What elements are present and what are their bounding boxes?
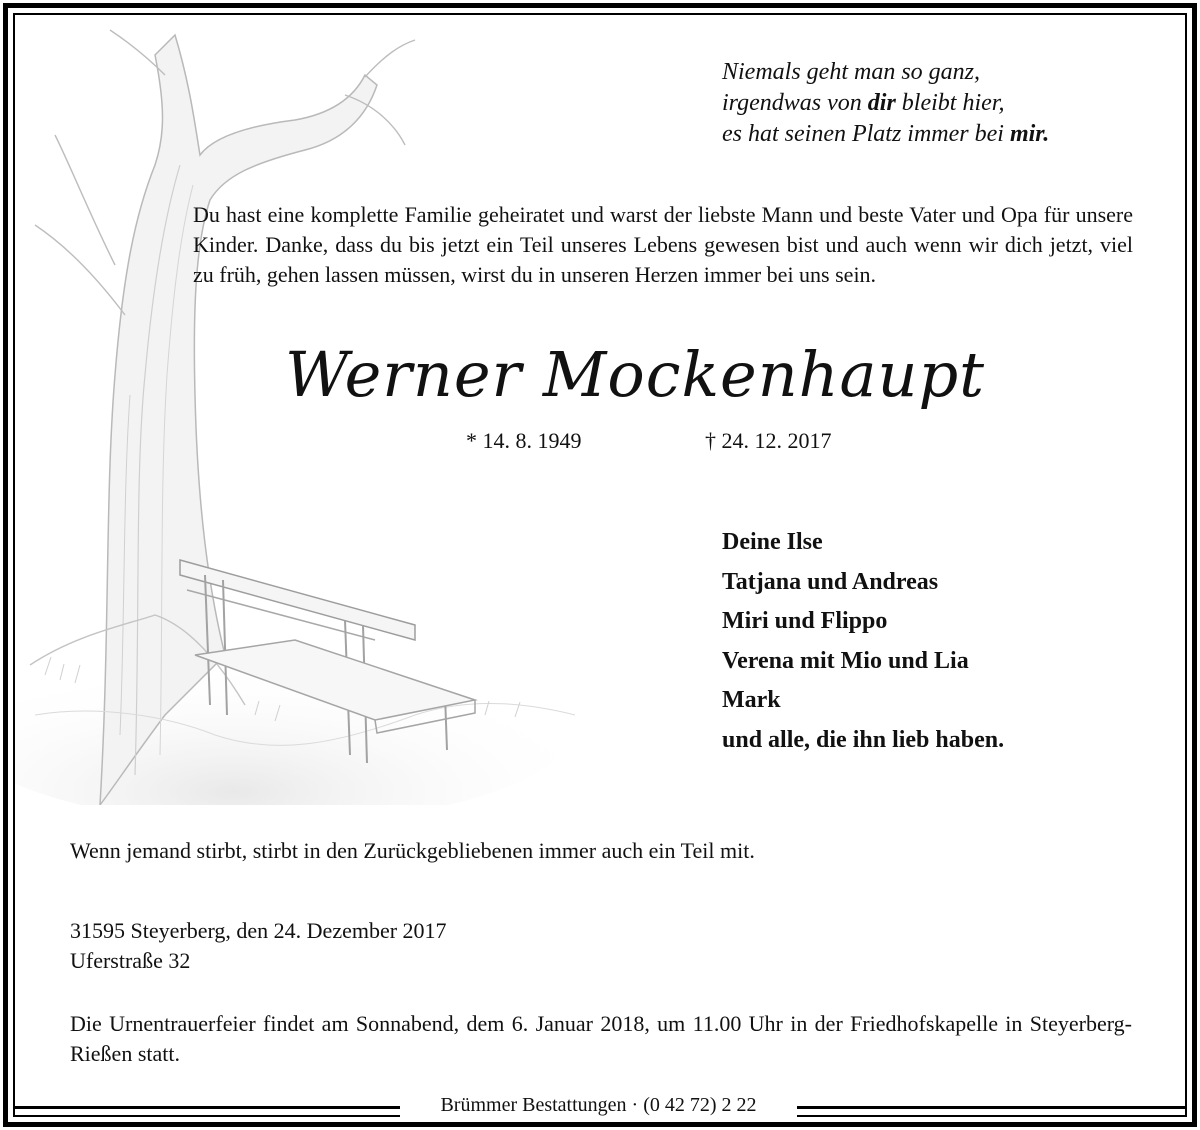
poem-line-2: irgendwas von dir bleibt hier, bbox=[722, 90, 1005, 116]
deceased-name: Werner Mockenhaupt bbox=[284, 338, 986, 411]
funeral-home-footer: Brümmer Bestattungen · (0 42 72) 2 22 bbox=[400, 1094, 797, 1117]
poem-emphasis-mir: mir. bbox=[1009, 121, 1050, 147]
address-place-date: 31595 Steyerberg, den 24. Dezember 2017 bbox=[70, 918, 447, 943]
mourner-entry: und alle, die ihn lieb haben. bbox=[722, 726, 1005, 753]
mourner-entry: Miri und Flippo bbox=[722, 608, 888, 634]
closing-quote: Wenn jemand stirbt, stirbt in den Zurückgebliebenen immer auch ein Teil mit. bbox=[70, 838, 755, 863]
mourner-entry: Tatjana und Andreas bbox=[722, 568, 939, 595]
mourner-entry: Verena mit Mio und Lia bbox=[722, 647, 969, 674]
mourner-entry: Deine Ilse bbox=[722, 529, 823, 555]
personal-message: Du hast eine komplette Familie geheiratet und warst der liebste Mann und beste Vater und Opa für unsere Kinder. Danke, dass du bis jetzt ein Teil unseres Lebens gewesen bist und auch wenn wir dich jetzt, viel zu früh, gehen lassen müssen, wirst du in unseren Herzen immer bei uns sein. bbox=[193, 202, 1133, 287]
footer-rule-right bbox=[797, 1106, 1187, 1109]
address-street: Uferstraße 32 bbox=[70, 948, 191, 973]
footer-rule-left bbox=[15, 1106, 400, 1109]
address-block bbox=[70, 916, 447, 976]
poem-line-3: es hat seinen Platz immer bei mir. bbox=[722, 121, 1050, 147]
birth-date: * 14. 8. 1949 bbox=[466, 428, 582, 453]
mourner-entry: Mark bbox=[722, 687, 781, 713]
poem-emphasis-dir: dir bbox=[867, 90, 896, 116]
mourners-list bbox=[722, 523, 1004, 760]
ceremony-notice: Die Urnentrauerfeier findet am Sonnabend, dem 6. Januar 2018, um 11.00 Uhr in der Friedhofskapelle in Steyerberg-Rießen statt. bbox=[70, 1011, 1132, 1066]
poem-line-1: Niemals geht man so ganz, bbox=[722, 59, 980, 85]
poem bbox=[722, 57, 1049, 150]
death-date: † 24. 12. 2017 bbox=[705, 428, 832, 453]
